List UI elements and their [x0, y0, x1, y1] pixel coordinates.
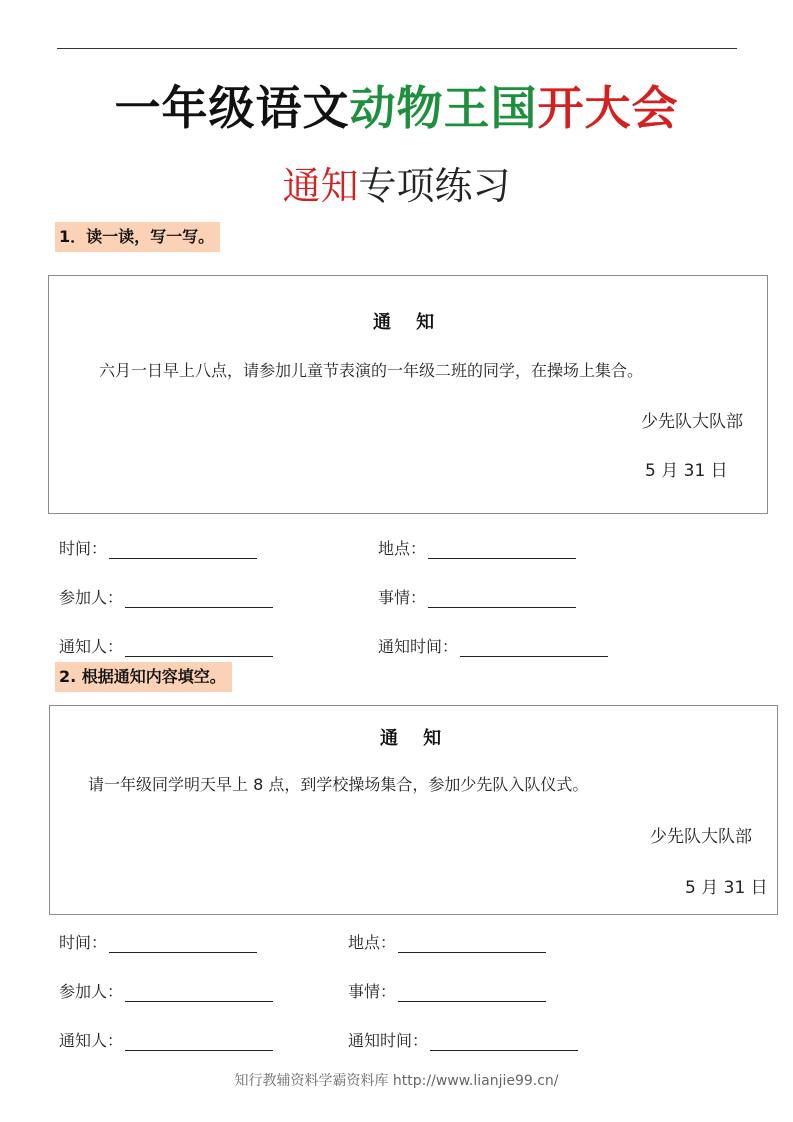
- field-2-place-label: 地点：: [348, 933, 397, 952]
- field-1-notice-time: [378, 634, 608, 657]
- field-1-matter-label: 事情：: [378, 588, 427, 607]
- title-part-3: 开大会: [537, 81, 679, 135]
- notice-box-1: [48, 275, 768, 514]
- field-2-time: [59, 930, 257, 953]
- field-1-place-blank[interactable]: [428, 540, 576, 559]
- field-1-time-label: 时间：: [59, 539, 108, 558]
- field-2-notice-time-blank[interactable]: [430, 1032, 578, 1051]
- field-1-place: [378, 536, 576, 559]
- field-2-notifier: [59, 1028, 273, 1051]
- field-2-notifier-label: 通知人：: [59, 1031, 124, 1050]
- field-2-notifier-blank[interactable]: [125, 1032, 273, 1051]
- field-2-notice-time: [348, 1028, 578, 1051]
- field-2-time-label: 时间：: [59, 933, 108, 952]
- section-1-heading: 1．读一读，写一写。: [55, 222, 220, 252]
- notice-box-2: [49, 705, 778, 915]
- title-part-1: 一年级语文: [114, 81, 350, 135]
- field-1-notifier: [59, 634, 273, 657]
- field-2-place: [348, 930, 546, 953]
- field-2-participants-label: 参加人：: [59, 982, 124, 1001]
- page-subtitle: [0, 160, 793, 212]
- notice-2-signature: 少先队大队部: [650, 827, 752, 847]
- notice-2-date: 5 月 31 日: [685, 878, 768, 898]
- notice-1-signature: 少先队大队部: [641, 412, 743, 432]
- field-1-time-blank[interactable]: [109, 540, 257, 559]
- field-2-notice-time-label: 通知时间：: [348, 1031, 429, 1050]
- top-divider: [57, 48, 737, 49]
- field-1-matter: [378, 585, 576, 608]
- field-1-matter-blank[interactable]: [428, 589, 576, 608]
- subtitle-part-1: 通知: [282, 164, 359, 208]
- field-2-participants: [59, 979, 273, 1002]
- field-1-time: [59, 536, 257, 559]
- field-1-place-label: 地点：: [378, 539, 427, 558]
- notice-1-title: 通 知: [373, 312, 435, 333]
- notice-2-title: 通 知: [380, 728, 442, 749]
- field-1-notice-time-blank[interactable]: [460, 638, 608, 657]
- field-2-participants-blank[interactable]: [125, 983, 273, 1002]
- page-title: [0, 78, 793, 138]
- section-2-heading: 2. 根据通知内容填空。: [55, 662, 232, 692]
- notice-1-date: 5 月 31 日: [645, 461, 728, 481]
- subtitle-part-2: 专项练习: [358, 164, 511, 208]
- field-1-notifier-label: 通知人：: [59, 637, 124, 656]
- notice-2-body: 请一年级同学明天早上 8 点，到学校操场集合，参加少先队入队仪式。: [88, 775, 589, 794]
- field-1-participants: [59, 585, 273, 608]
- field-2-matter: [348, 979, 546, 1002]
- field-1-notifier-blank[interactable]: [125, 638, 273, 657]
- field-1-participants-label: 参加人：: [59, 588, 124, 607]
- field-1-notice-time-label: 通知时间：: [378, 637, 459, 656]
- field-2-matter-label: 事情：: [348, 982, 397, 1001]
- field-2-place-blank[interactable]: [398, 934, 546, 953]
- footer-source-text: 知行教辅资料学霸资料库 http://www.lianjie99.cn/: [234, 1073, 559, 1089]
- field-1-participants-blank[interactable]: [125, 589, 273, 608]
- notice-1-body: 六月一日早上八点，请参加儿童节表演的一年级二班的同学，在操场上集合。: [99, 361, 644, 380]
- field-2-matter-blank[interactable]: [398, 983, 546, 1002]
- field-2-time-blank[interactable]: [109, 934, 257, 953]
- title-part-2: 动物王国: [349, 81, 538, 135]
